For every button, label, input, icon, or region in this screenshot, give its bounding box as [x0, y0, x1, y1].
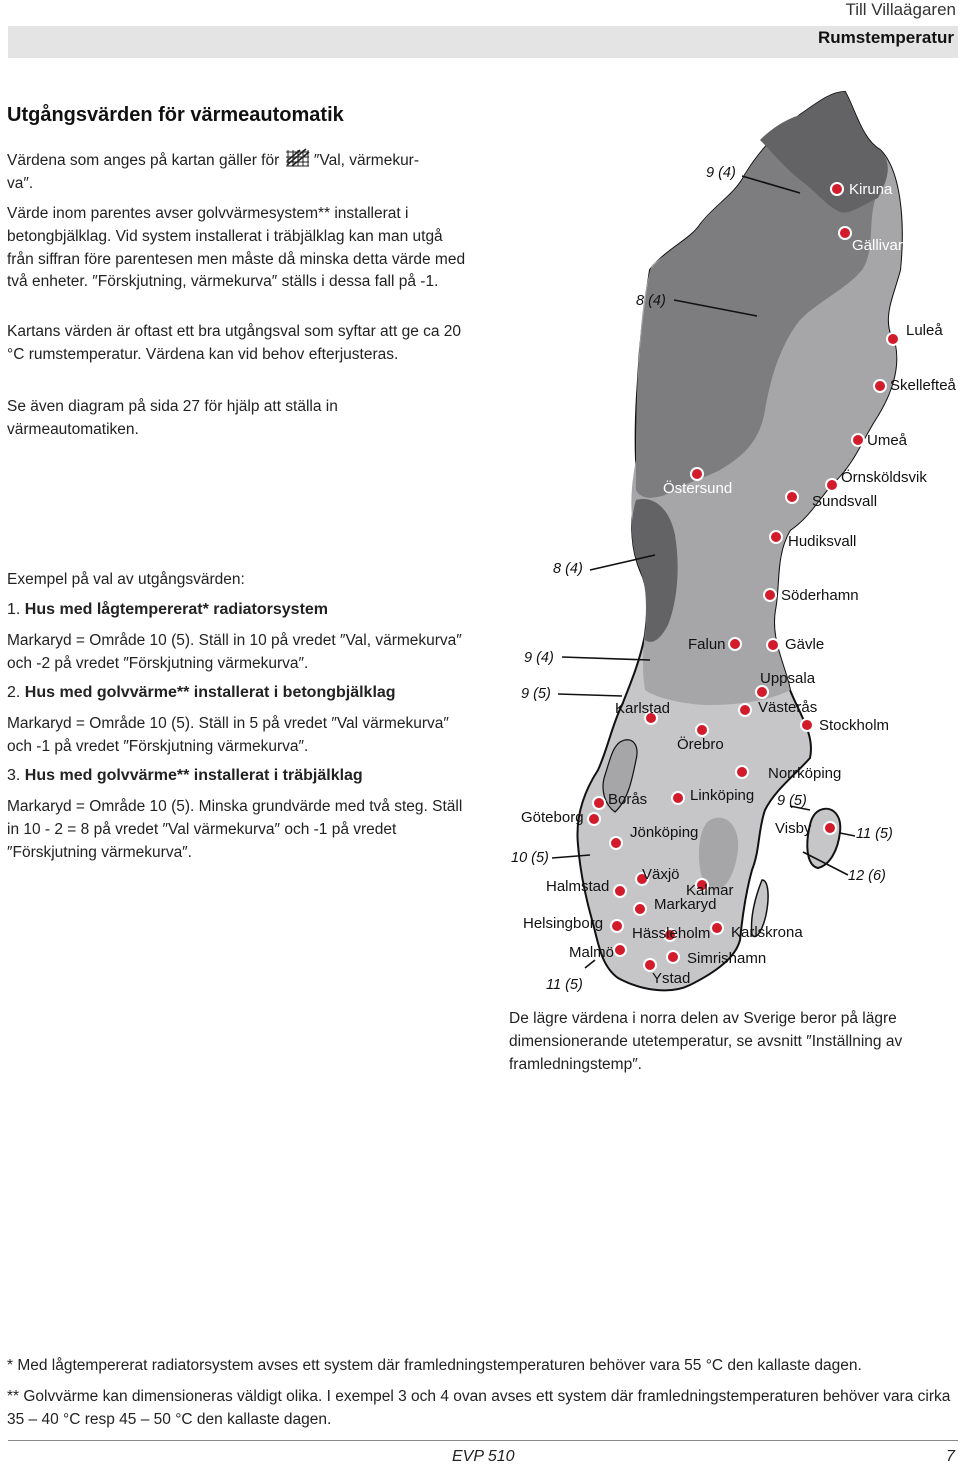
city-label: Falun: [688, 636, 726, 653]
city-marker: [588, 813, 600, 825]
footnote-2: ** Golvvärme kan dimensioneras väldigt olika. I exempel 3 och 4 ovan avses ett system där framledningstemperaturen behöver vara cirka 35 – 40 °C resp 45 – 50 °C den kallaste dagen.: [7, 1388, 951, 1428]
map-caption: De lägre värdena i norra delen av Sverige beror på lägre dimensionerande utetemperatur, se avsnitt ″Inställning av framledningstemp″.: [509, 1010, 903, 1073]
intro-paragraph-2: Värde inom parentes avser golvvärmesystem** installerat i betongbjälklag. Vid system installerat i träbjälklag kan man utgå från siffran före parentesen men måste då minska detta värde med två enheter. ″Förskjutning, värmekurva″ ställs i dessa fall på -1.: [7, 205, 466, 291]
city-label: Söderhamn: [781, 587, 859, 604]
zone-label: 9 (4): [524, 650, 554, 666]
intro-paragraph-1: Värdena som anges på kartan gäller för ″Val, värmekur- va″.: [7, 148, 467, 196]
city-label: Uppsala: [760, 670, 816, 687]
city-marker: [786, 491, 798, 503]
city-label: Östersund: [663, 480, 733, 497]
zone-label: 9 (5): [521, 686, 551, 702]
city-label: Jönköping: [630, 824, 699, 841]
city-label: Växjö: [642, 866, 680, 883]
city-label: Halmstad: [546, 878, 610, 895]
city-label: Simrishamn: [687, 950, 767, 967]
zone-label: 11 (5): [546, 977, 583, 993]
city-marker: [711, 922, 723, 934]
city-label: Norrköping: [768, 765, 842, 782]
city-marker: [770, 531, 782, 543]
footnote-1: * Med lågtempererat radiatorsystem avses ett system där framledningstemperaturen behöver vara 55 °C den kallaste dagen.: [7, 1357, 862, 1374]
footer-model: EVP 510: [452, 1448, 515, 1465]
city-marker: [696, 724, 708, 736]
zone-label: 9 (5): [777, 793, 807, 809]
city-marker: [610, 837, 622, 849]
city-label: Hudiksvall: [788, 533, 857, 550]
city-label: Örnsköldsvik: [841, 469, 927, 486]
city-marker: [729, 638, 741, 650]
city-marker: [739, 704, 751, 716]
zone-label: 10 (5): [511, 850, 549, 866]
city-marker: [824, 822, 836, 834]
city-label: Örebro: [677, 736, 724, 753]
city-label: Gävle: [785, 636, 825, 653]
city-label: Markaryd: [654, 896, 717, 913]
city-label: Göteborg: [521, 809, 584, 826]
example-3-text: Markaryd = Område 10 (5). Minska grundvärde med två steg. Ställ in 10 - 2 = 8 på vredet ″Val värmekurva″ och -1 på vredet ″Förskjutning värmekurva″.: [7, 798, 463, 861]
example-2-text: Markaryd = Område 10 (5). Ställ in 5 på vredet ″Val värmekurva″ och -1 på vredet ″Förskjutning värmekurva″.: [7, 715, 449, 755]
city-label: Skellefteå: [890, 377, 956, 394]
city-label: Stockholm: [819, 717, 890, 734]
example-3-heading: 3. Hus med golvvärme** installerat i träbjälklag: [7, 767, 363, 784]
footer-rule: [8, 1440, 958, 1441]
city-label: Visby: [775, 820, 812, 837]
city-marker: [887, 333, 899, 345]
city-marker: [672, 792, 684, 804]
city-marker: [614, 885, 626, 897]
city-marker: [874, 380, 886, 392]
page-number: 7: [946, 1448, 955, 1465]
city-marker: [764, 589, 776, 601]
city-label: Borås: [608, 791, 648, 808]
city-marker: [756, 686, 768, 698]
city-label: Linköping: [690, 787, 755, 804]
city-label: Karlstad: [615, 700, 671, 717]
zone-label: 8 (4): [636, 293, 666, 309]
zone-label: 8 (4): [553, 561, 583, 577]
header-section: Till Villaägaren: [845, 0, 956, 19]
city-marker: [593, 797, 605, 809]
city-label: Ystad: [652, 970, 691, 987]
city-label: Västerås: [758, 699, 818, 716]
city-label: Helsingborg: [523, 915, 604, 932]
header-title: Rumstemperatur: [817, 28, 954, 47]
city-label: Luleå: [906, 322, 943, 339]
city-marker: [611, 920, 623, 932]
city-marker: [667, 951, 679, 963]
city-label: Karlskrona: [731, 924, 803, 941]
city-marker: [801, 719, 813, 731]
city-label: Hässleholm: [632, 925, 711, 942]
city-marker: [826, 479, 838, 491]
page-heading: Utgångsvärden för värmeautomatik: [7, 104, 344, 126]
example-1-text: Markaryd = Område 10 (5). Ställ in 10 på vredet ″Val, värmekurva″ och -2 på vredet ″Förskjutning värmekurva″.: [7, 632, 462, 672]
city-label: Sundsvall: [812, 493, 878, 510]
city-label: Kiruna: [849, 181, 893, 198]
example-2-heading: 2. Hus med golvvärme** installerat i betongbjälklag: [7, 684, 396, 701]
zone-label: 12 (6): [848, 868, 886, 884]
city-label: Gällivare: [852, 237, 912, 254]
intro-paragraph-4: Se även diagram på sida 27 för hjälp att ställa in värmeautomatiken.: [7, 398, 338, 438]
city-marker: [614, 944, 626, 956]
example-1-heading: 1. Hus med lågtempererat* radiatorsystem: [7, 601, 329, 618]
zone-label: 11 (5): [856, 826, 893, 842]
city-marker: [736, 766, 748, 778]
examples-title: Exempel på val av utgångsvärden:: [7, 571, 245, 588]
city-marker: [691, 468, 703, 480]
city-marker: [831, 183, 843, 195]
city-label: Umeå: [867, 432, 908, 449]
city-label: Malmö: [569, 944, 615, 961]
island-gotland: [807, 809, 840, 868]
city-marker: [767, 639, 779, 651]
city-marker: [852, 434, 864, 446]
intro-paragraph-3: Kartans värden är oftast ett bra utgångsval som syftar att ge ca 20 °C rumstemperatur. Värdena kan vid behov efterjusteras.: [7, 323, 462, 363]
zone-label: 9 (4): [706, 165, 736, 181]
city-label: Kalmar: [686, 882, 734, 899]
city-marker: [839, 227, 851, 239]
city-marker: [634, 903, 646, 915]
